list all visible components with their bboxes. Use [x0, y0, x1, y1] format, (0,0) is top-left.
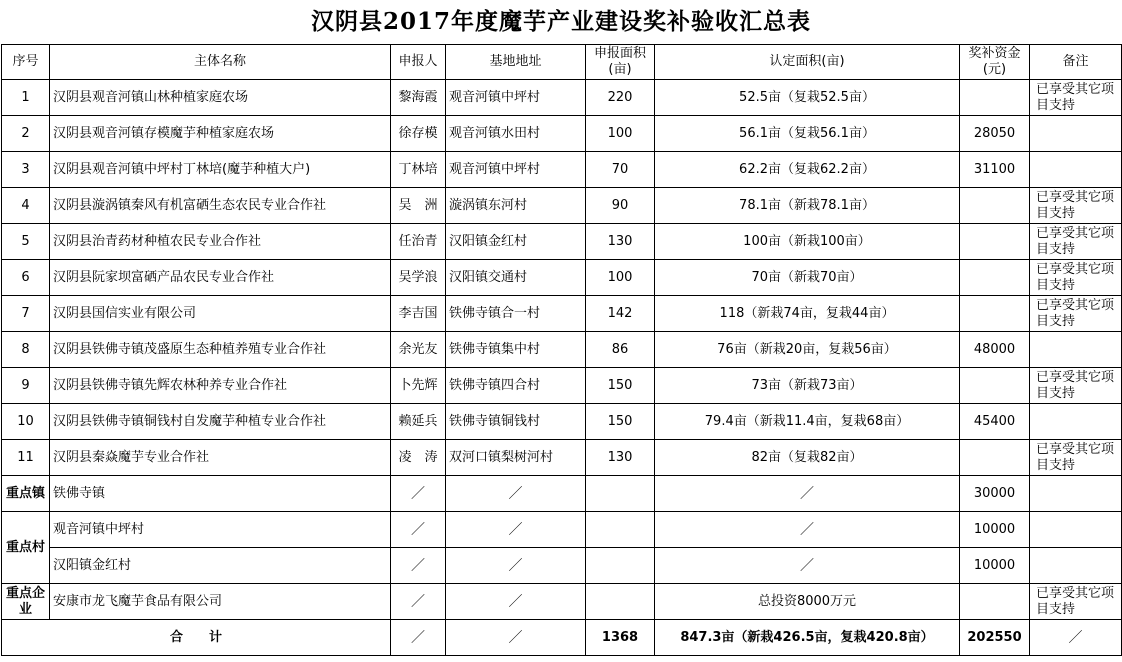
- row-reporter: 任治青: [391, 224, 446, 260]
- row-certified: 62.2亩（复栽62.2亩）: [655, 152, 960, 188]
- total-label: 合 计: [2, 620, 391, 656]
- row-address: 双河口镇梨树河村: [446, 440, 586, 476]
- header-seq: 序号: [2, 45, 50, 80]
- row-seq: 5: [2, 224, 50, 260]
- empty-cell: [586, 512, 655, 548]
- row-certified: 82亩（复栽82亩）: [655, 440, 960, 476]
- slash-mark: ／: [655, 476, 960, 512]
- slash-mark: ／: [391, 512, 446, 548]
- empty-cell: [586, 548, 655, 584]
- row-reporter: 凌 涛: [391, 440, 446, 476]
- slash-mark: ／: [391, 548, 446, 584]
- key-enterprise-label: 重点企业: [2, 584, 50, 620]
- row-certified: 73亩（新栽73亩）: [655, 368, 960, 404]
- header-remarks: 备注: [1030, 45, 1122, 80]
- table-row: [2, 332, 1122, 368]
- row-seq: 10: [2, 404, 50, 440]
- row-address: 铁佛寺镇四合村: [446, 368, 586, 404]
- slash-mark: ／: [391, 476, 446, 512]
- row-certified: 79.4亩（新栽11.4亩，复栽68亩）: [655, 404, 960, 440]
- row-certified: 118（新栽74亩，复栽44亩）: [655, 296, 960, 332]
- header-subsidy: 奖补资金(元): [960, 45, 1030, 80]
- slash-mark: ／: [655, 548, 960, 584]
- empty-cell: [1030, 476, 1122, 512]
- row-address: 观音河镇水田村: [446, 116, 586, 152]
- row-remark: 已享受其它项目支持: [1030, 80, 1122, 116]
- row-reported: 150: [586, 368, 655, 404]
- row-address: 汉阳镇金红村: [446, 224, 586, 260]
- slash-mark: ／: [446, 548, 586, 584]
- header-row: [2, 45, 1122, 80]
- empty-cell: [1030, 548, 1122, 584]
- row-remark: [1030, 404, 1122, 440]
- table-row: [2, 296, 1122, 332]
- slash-mark: ／: [446, 476, 586, 512]
- row-remark: [1030, 152, 1122, 188]
- row-entity: 汉阴县漩涡镇秦风有机富硒生态农民专业合作社: [50, 188, 391, 224]
- row-seq: 4: [2, 188, 50, 224]
- row-remark: 已享受其它项目支持: [1030, 188, 1122, 224]
- row-subsidy: [960, 440, 1030, 476]
- row-seq: 11: [2, 440, 50, 476]
- row-address: 铁佛寺镇集中村: [446, 332, 586, 368]
- key-town-row: [2, 476, 1122, 512]
- header-address: 基地地址: [446, 45, 586, 80]
- row-reporter: 赖延兵: [391, 404, 446, 440]
- key-enterprise-remark: 已享受其它项目支持: [1030, 584, 1122, 620]
- row-reporter: 余光友: [391, 332, 446, 368]
- row-reported: 100: [586, 260, 655, 296]
- row-seq: 2: [2, 116, 50, 152]
- empty-cell: [1030, 512, 1122, 548]
- row-entity: 汉阴县国信实业有限公司: [50, 296, 391, 332]
- row-reported: 130: [586, 440, 655, 476]
- row-subsidy: [960, 368, 1030, 404]
- summary-table: [1, 44, 1122, 656]
- total-reported: 1368: [586, 620, 655, 656]
- row-reporter: 卜先辉: [391, 368, 446, 404]
- row-subsidy: [960, 260, 1030, 296]
- row-address: 观音河镇中坪村: [446, 152, 586, 188]
- table-row: [2, 116, 1122, 152]
- row-remark: 已享受其它项目支持: [1030, 296, 1122, 332]
- key-village-subsidy: 10000: [960, 548, 1030, 584]
- key-enterprise-row: [2, 584, 1122, 620]
- table-row: [2, 152, 1122, 188]
- row-remark: 已享受其它项目支持: [1030, 224, 1122, 260]
- key-village-name: 汉阳镇金红村: [50, 548, 391, 584]
- row-subsidy: [960, 224, 1030, 260]
- slash-mark: ／: [1030, 620, 1122, 656]
- row-entity: 汉阴县铁佛寺镇茂盛原生态种植养殖专业合作社: [50, 332, 391, 368]
- row-entity: 汉阴县秦焱魔芋专业合作社: [50, 440, 391, 476]
- row-entity: 汉阴县观音河镇中坪村丁林培(魔芋种植大户): [50, 152, 391, 188]
- slash-mark: ／: [446, 512, 586, 548]
- row-reporter: 吴 洲: [391, 188, 446, 224]
- table-row: [2, 404, 1122, 440]
- slash-mark: ／: [391, 584, 446, 620]
- row-subsidy: 28050: [960, 116, 1030, 152]
- row-seq: 3: [2, 152, 50, 188]
- row-reported: 130: [586, 224, 655, 260]
- row-remark: 已享受其它项目支持: [1030, 368, 1122, 404]
- table-row: [2, 368, 1122, 404]
- row-entity: 汉阴县观音河镇存模魔芋种植家庭农场: [50, 116, 391, 152]
- row-remark: 已享受其它项目支持: [1030, 260, 1122, 296]
- row-entity: 汉阴县观音河镇山林种植家庭农场: [50, 80, 391, 116]
- empty-cell: [586, 584, 655, 620]
- slash-mark: ／: [655, 512, 960, 548]
- row-address: 漩涡镇东河村: [446, 188, 586, 224]
- row-reported: 220: [586, 80, 655, 116]
- table-row: [2, 224, 1122, 260]
- row-entity: 汉阴县铁佛寺镇铜钱村自发魔芋种植专业合作社: [50, 404, 391, 440]
- empty-cell: [586, 476, 655, 512]
- row-address: 汉阳镇交通村: [446, 260, 586, 296]
- header-reporter: 申报人: [391, 45, 446, 80]
- table-row: [2, 80, 1122, 116]
- row-reporter: 徐存模: [391, 116, 446, 152]
- row-reported: 86: [586, 332, 655, 368]
- row-subsidy: 31100: [960, 152, 1030, 188]
- total-certified: 847.3亩（新栽426.5亩，复栽420.8亩）: [655, 620, 960, 656]
- slash-mark: ／: [446, 584, 586, 620]
- row-subsidy: 48000: [960, 332, 1030, 368]
- row-address: 铁佛寺镇铜钱村: [446, 404, 586, 440]
- row-certified: 52.5亩（复栽52.5亩）: [655, 80, 960, 116]
- key-village-subsidy: 10000: [960, 512, 1030, 548]
- row-reported: 150: [586, 404, 655, 440]
- row-entity: 汉阴县铁佛寺镇先辉农林种养专业合作社: [50, 368, 391, 404]
- header-certified-area: 认定面积(亩): [655, 45, 960, 80]
- table-row: [2, 260, 1122, 296]
- key-town-label: 重点镇: [2, 476, 50, 512]
- row-certified: 78.1亩（新栽78.1亩）: [655, 188, 960, 224]
- key-enterprise-certified: 总投资8000万元: [655, 584, 960, 620]
- table-title: 汉阴县2017年度魔芋产业建设奖补验收汇总表: [310, 8, 811, 35]
- row-certified: 56.1亩（复栽56.1亩）: [655, 116, 960, 152]
- key-town-subsidy: 30000: [960, 476, 1030, 512]
- row-subsidy: 45400: [960, 404, 1030, 440]
- key-village-row: [2, 548, 1122, 584]
- row-seq: 9: [2, 368, 50, 404]
- row-seq: 7: [2, 296, 50, 332]
- row-remark: [1030, 332, 1122, 368]
- row-seq: 6: [2, 260, 50, 296]
- row-reported: 70: [586, 152, 655, 188]
- key-enterprise-name: 安康市龙飞魔芋食品有限公司: [50, 584, 391, 620]
- row-entity: 汉阴县阮家坝富硒产品农民专业合作社: [50, 260, 391, 296]
- row-reported: 100: [586, 116, 655, 152]
- row-reported: 142: [586, 296, 655, 332]
- row-remark: 已享受其它项目支持: [1030, 440, 1122, 476]
- header-entity: 主体名称: [50, 45, 391, 80]
- row-certified: 76亩（新栽20亩，复栽56亩）: [655, 332, 960, 368]
- row-address: 观音河镇中坪村: [446, 80, 586, 116]
- total-row: [2, 620, 1122, 656]
- row-reporter: 黎海霞: [391, 80, 446, 116]
- row-subsidy: [960, 188, 1030, 224]
- row-subsidy: [960, 296, 1030, 332]
- slash-mark: ／: [446, 620, 586, 656]
- row-address: 铁佛寺镇合一村: [446, 296, 586, 332]
- key-village-row: [2, 512, 1122, 548]
- key-village-label: 重点村: [2, 512, 50, 584]
- row-entity: 汉阴县治青药材种植农民专业合作社: [50, 224, 391, 260]
- row-reporter: 吴学浪: [391, 260, 446, 296]
- header-reported-area: 申报面积(亩): [586, 45, 655, 80]
- table-row: [2, 440, 1122, 476]
- key-village-name: 观音河镇中坪村: [50, 512, 391, 548]
- row-seq: 1: [2, 80, 50, 116]
- row-reporter: 丁林培: [391, 152, 446, 188]
- row-reporter: 李吉国: [391, 296, 446, 332]
- row-reported: 90: [586, 188, 655, 224]
- row-certified: 100亩（新栽100亩）: [655, 224, 960, 260]
- total-subsidy: 202550: [960, 620, 1030, 656]
- table-row: [2, 188, 1122, 224]
- empty-cell: [960, 584, 1030, 620]
- slash-mark: ／: [391, 620, 446, 656]
- row-certified: 70亩（新栽70亩）: [655, 260, 960, 296]
- row-remark: [1030, 116, 1122, 152]
- row-seq: 8: [2, 332, 50, 368]
- row-subsidy: [960, 80, 1030, 116]
- key-town-name: 铁佛寺镇: [50, 476, 391, 512]
